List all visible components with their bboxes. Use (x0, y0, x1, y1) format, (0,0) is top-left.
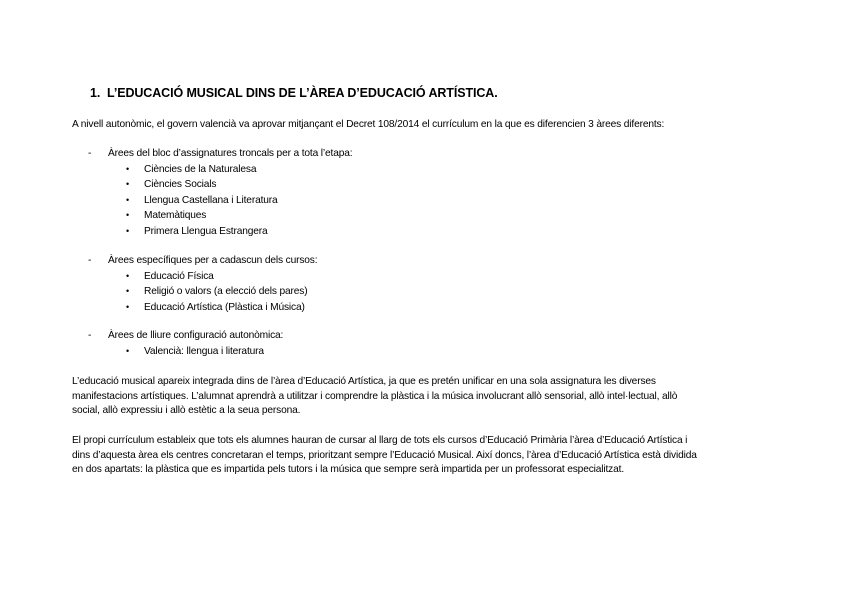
list-item: • Educació Artística (Plàstica i Música) (126, 300, 307, 315)
paragraph-curriculum (72, 434, 697, 478)
list-item: • Matemàtiques (126, 208, 278, 223)
dash-marker: - (88, 330, 92, 341)
intro-paragraph: A nivell autonòmic, el govern valencià va aprovar mitjançant el Decret 108/2014 el currículum en la que es diferencien 3 àrees diferents: (72, 119, 665, 130)
bullet-marker: • (126, 301, 130, 312)
list-item: • Primera Llengua Estrangera (126, 224, 278, 239)
paragraph-line: social, allò expressiu i allò estètic a la seua persona. (72, 405, 301, 417)
bullet-marker: • (126, 164, 130, 174)
bullet-marker: • (126, 225, 130, 236)
list-item: • Valencià: llengua i literatura (126, 344, 264, 359)
dash-marker: - (88, 255, 92, 266)
section-heading (90, 86, 498, 100)
heading-title: L’EDUCACIÓ MUSICAL DINS DE L’ÀREA D’EDUCACIÓ ARTÍSTICA. (107, 86, 498, 100)
area-group-label: Àrees del bloc d’assignatures troncals per a tota l’etapa: (108, 148, 353, 159)
especifiques-list (126, 269, 307, 315)
paragraph-line: El propi currículum estableix que tots els alumnes hauran de cursar al llarg de tots els cursos d’Educació Primària l’àrea d’Educació Artística i (72, 435, 688, 446)
list-item: • Educació Física (126, 269, 307, 284)
troncals-list (126, 162, 278, 239)
list-item: • Religió o valors (a elecció dels pares) (126, 284, 307, 299)
paragraph-line: manifestacions artístiques. L’alumnat aprendrà a utilitzar i comprendre la plàstica i la música involucrant allò sensorial, allò intel·lectual, allò (72, 390, 678, 402)
area-group-label: Àrees específiques per a cadascun dels cursos: (108, 255, 318, 266)
paragraph-educacio-musical (72, 375, 677, 419)
paragraph-line: dins d’aquesta àrea els centres concretaran el temps, prioritzant sempre l’Educació Musical. Així doncs, l’àrea d’Educació Artística està dividida (72, 449, 697, 461)
bullet-marker: • (126, 271, 130, 281)
dash-marker: - (88, 148, 92, 159)
heading-number: 1. (90, 86, 101, 100)
area-group-troncals (88, 148, 352, 159)
list-item: • Ciències de la Naturalesa (126, 162, 278, 177)
paragraph-line: en dos apartats: la plàstica que es impartida pels tutors i la música que sempre serà impartida per un professorat especialitzat. (72, 464, 625, 476)
bullet-marker: • (126, 194, 130, 205)
bullet-marker: • (126, 346, 130, 356)
bullet-marker: • (126, 286, 130, 297)
area-group-label: Àrees de lliure configuració autonòmica: (108, 330, 284, 341)
lliure-configuracio-list (126, 344, 264, 359)
area-group-lliure-configuracio (88, 330, 283, 341)
bullet-marker: • (126, 179, 130, 190)
paragraph-line: L’educació musical apareix integrada dins de l’àrea d’Educació Artística, ja que es pretén unificar en una sola assignatura les diverses (72, 376, 656, 387)
bullet-marker: • (126, 210, 130, 221)
area-group-especifiques (88, 255, 317, 266)
list-item: • Llengua Castellana i Literatura (126, 193, 278, 208)
list-item: • Ciències Socials (126, 177, 278, 192)
